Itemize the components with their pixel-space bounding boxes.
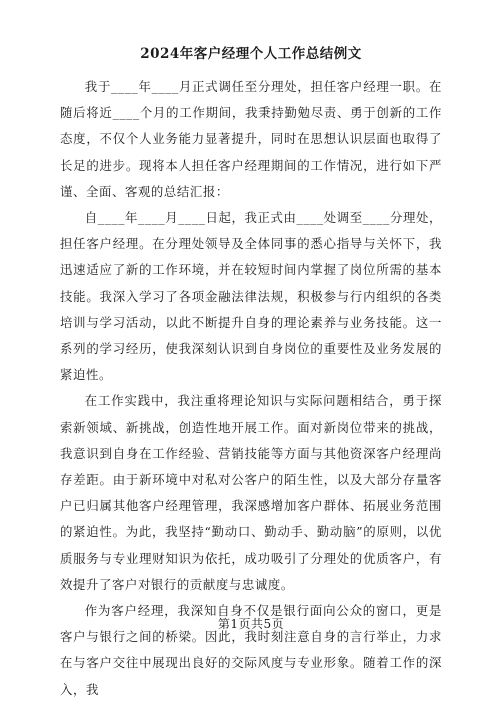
page-number-footer: 第1页共5页: [217, 617, 285, 631]
document-title: 2024年客户经理个人工作总结例文: [140, 46, 362, 62]
paragraph-intro: 我于____年____月正式调任至分理处，担任客户经理一职。在随后将近____个月的工作期间，我秉持勤勉尽责、勇于创新的工作态度，不仅个人业务能力显著提升，同时在思想认识层面也取得了长足的进步。现将本人担任客户经理期间的工作情况，进行如下严谨、全面、客观的总结汇报：: [60, 79, 442, 199]
paragraph-practice: 在工作实践中，我注重将理论知识与实际问题相结合，勇于探索新领域、新挑战，创造性地开展工作。面对新岗位带来的挑战，我意识到自身在工作经验、营销技能等方面与其他资深客户经理尚存差距。由于新环境中对私对公客户的陌生性，以及大部分存量客户已归属其他客户经理管理，我深感增加客户群体、拓展业务范围的紧迫性。为此，我坚持“勤动口、勤动手、勤动脑”的原则，以优质服务与专业理财知识为依托，成功吸引了分理处的优质客户，有效提升了客户对银行的贡献度与忠诚度。: [60, 393, 442, 592]
paragraph-role: 作为客户经理，我深知自身不仅是银行面向公众的窗口，更是客户与银行之间的桥梁。因此，我时刻注意自身的言行举止，力求在与客户交往中展现出良好的交际风度与专业形象。随着工作的深入，我: [60, 603, 442, 697]
paragraph-transfer: 自____年____月____日起，我正式由____处调至____分理处，担任客户经理。在分理处领导及全体同事的悉心指导与关怀下，我迅速适应了新的工作环境，并在较短时间内掌握了岗位所需的基本技能。我深入学习了各项金融法律法规，积极参与行内组织的各类培训与学习活动，以此不断提升自身的理论素养与业务技能。这一系列的学习经历，使我深刻认识到自身岗位的重要性及业务发展的紧迫性。: [60, 210, 442, 383]
